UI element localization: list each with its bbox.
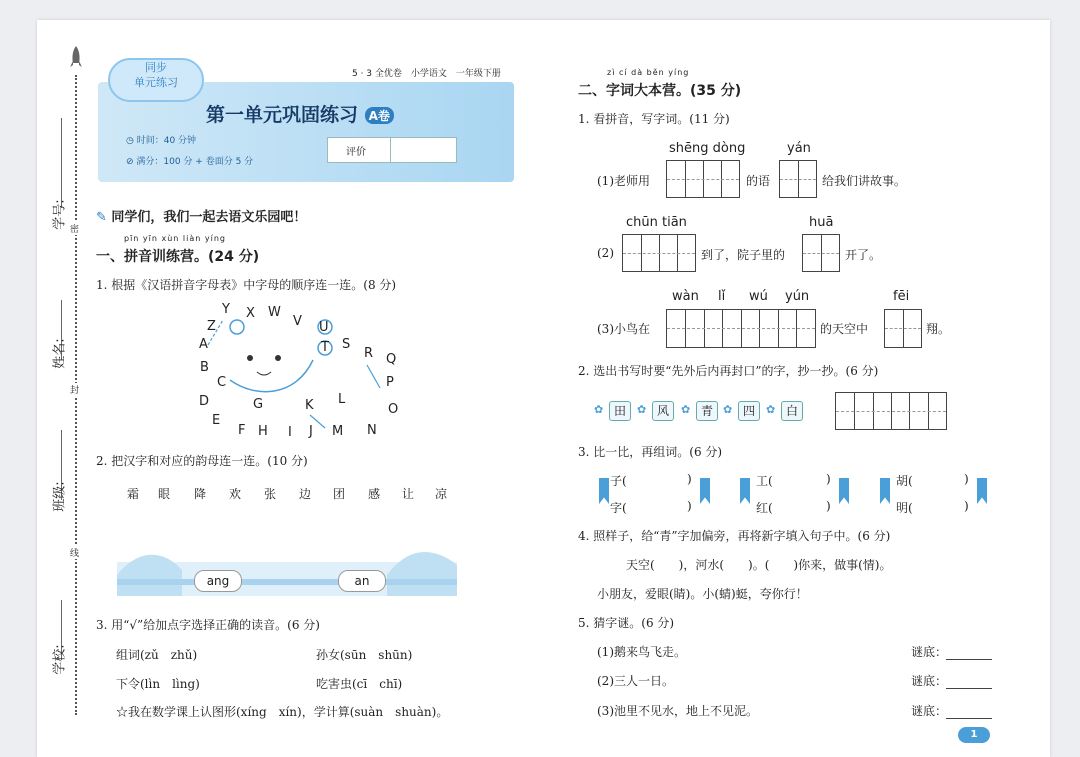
compare-zi-1[interactable]: 子( (610, 474, 627, 488)
flower-icon: ✿ (681, 403, 691, 416)
s2-q2-text: 2. 选出书写时要“先外后内再封口”的字，抄一抄。(6 分) (578, 364, 879, 378)
letter-e: E (212, 413, 221, 428)
flower-icon: ✿ (594, 403, 604, 416)
hanzi-item: 感 (368, 487, 381, 501)
grid-guide (623, 253, 695, 254)
letter-f: F (238, 423, 246, 438)
answer-line-1[interactable] (946, 659, 992, 660)
letter-k: K (305, 398, 314, 413)
hanzi-item: 让 (402, 487, 415, 501)
final-ang[interactable]: ang (194, 570, 242, 592)
flower-icon: ✿ (637, 403, 647, 416)
q1-line2-a: (2) (597, 246, 614, 260)
evaluation-divider (390, 138, 391, 162)
q1-line3-c: 翔。 (926, 322, 951, 336)
write-box-yan[interactable] (779, 160, 817, 198)
sync-cloud-badge (108, 58, 204, 102)
flower-icon: ✿ (766, 403, 776, 416)
letter-x: X (246, 306, 255, 321)
riddle-2: (2)三人一日。 (597, 674, 674, 688)
letter-b: B (200, 360, 209, 375)
pencil-icon: ✎ (96, 210, 112, 225)
close-paren: ) (687, 499, 692, 513)
pinyin-wu: wú (749, 289, 768, 304)
hanzi-item: 眼 (158, 487, 171, 501)
s2-q5-text: 5. 猜字谜。(6 分) (578, 616, 675, 630)
letter-d: D (199, 394, 210, 409)
seal-mark-feng: 封 (70, 383, 79, 396)
grid-guide (836, 411, 946, 412)
close-paren: ) (826, 472, 831, 486)
s2-q3-text: 3. 比一比，再组词。(6 分) (578, 445, 723, 459)
letter-a: A (199, 337, 208, 352)
letter-u: U (319, 320, 329, 335)
letter-r: R (364, 346, 374, 361)
hanzi-item: 边 (299, 487, 312, 501)
q4-sentence-1: 天空( )，河水( )。( )你来，做事(情)。 (626, 558, 892, 572)
q1-line2-c: 开了。 (845, 248, 882, 262)
letter-y: Y (222, 302, 230, 317)
q3-item-1: 组词(zǔ zhǔ) (116, 648, 198, 662)
compare-hu[interactable]: 胡( (896, 474, 913, 488)
letter-g: G (253, 397, 264, 412)
rocket-icon (68, 45, 84, 71)
close-paren: ) (826, 499, 831, 513)
s1-q2-text: 2. 把汉字和对应的韵母连一连。(10 分) (96, 454, 308, 468)
grid-guide (780, 179, 816, 180)
answer-label-2: 谜底： (911, 674, 948, 688)
hanzi-item: 凉 (435, 487, 448, 501)
compare-zi-2[interactable]: 字( (610, 501, 627, 515)
id-line (61, 118, 62, 208)
pinyin-wan: wàn (672, 289, 699, 304)
check-icon: ⊘ (126, 157, 137, 167)
pinyin-shengdong: shēng dòng (669, 141, 746, 156)
q3-item-3: 下令(lìn lìng) (116, 677, 200, 691)
pinyin-yun: yún (785, 289, 810, 304)
section1-pinyin: pīn yīn xùn liàn yíng (124, 234, 226, 243)
grid-guide (803, 253, 839, 254)
compare-ming[interactable]: 明( (896, 501, 913, 515)
seal-mark-mi: 密 (70, 222, 79, 235)
grid-guide (667, 328, 815, 329)
section1-title: 一、拼音训练营。(24 分) (96, 249, 260, 265)
s1-q1-text: 1. 根据《汉语拼音字母表》中字母的顺序连一连。(8 分) (96, 278, 397, 292)
pinyin-hua: huā (809, 215, 834, 230)
q4-sentence-2: 小朋友，爱眼(睛)。小(蜻)蜓，夸你行！ (597, 587, 808, 601)
q1-line1-c: 给我们讲故事。 (822, 174, 907, 188)
write-box-shengdong[interactable] (666, 160, 740, 198)
seal-mark-xian: 线 (70, 546, 79, 559)
write-box-fei[interactable] (884, 309, 922, 348)
riddle-3: (3)池里不见水，地上不见泥。 (597, 704, 758, 718)
q1-line3-b: 的天空中 (820, 322, 869, 336)
letter-o: O (388, 402, 399, 417)
letter-c: C (217, 375, 227, 390)
char-option-si[interactable]: 四 (738, 401, 760, 421)
final-an[interactable]: an (338, 570, 386, 592)
char-option-qing[interactable]: 青 (696, 401, 718, 421)
close-paren: ) (687, 472, 692, 486)
page-number: 1 (958, 727, 990, 743)
close-paren: ) (964, 499, 969, 513)
letter-m: M (332, 424, 344, 439)
q3-item-5: ☆我在数学课上认图形(xíng xín)，学计算(suàn shuàn)。 (116, 705, 449, 719)
compare-gong[interactable]: 工( (756, 474, 773, 488)
char-option-bai[interactable]: 白 (781, 401, 803, 421)
s2-q1-text: 1. 看拼音，写字词。(11 分) (578, 112, 730, 126)
answer-line-2[interactable] (946, 688, 992, 689)
flower-icon: ✿ (723, 403, 733, 416)
char-option-feng[interactable]: 风 (652, 401, 674, 421)
write-box-hua[interactable] (802, 234, 840, 272)
q1-line1-b: 的语 (746, 174, 771, 188)
q3-item-4: 吃害虫(cī chī) (316, 677, 403, 691)
pinyin-fei: fēi (893, 289, 910, 304)
section2-title: 二、字词大本营。(35 分) (578, 83, 742, 99)
student-id-label: 学号: (52, 199, 68, 230)
hanzi-item: 张 (264, 487, 277, 501)
evaluation-box[interactable] (327, 137, 457, 163)
hanzi-item: 欢 (229, 487, 242, 501)
pinyin-li: lǐ (718, 289, 726, 304)
letter-s: S (342, 337, 351, 352)
pinyin-chuntian: chūn tiān (626, 215, 687, 230)
section2-pinyin: zì cí dà běn yíng (607, 68, 690, 77)
letter-i: I (288, 425, 292, 440)
s1-q3-text: 3. 用“√”给加点字选择正确的读音。(6 分) (96, 618, 320, 632)
school-label: 学校: (52, 644, 68, 675)
grid-guide (885, 328, 921, 329)
letter-n: N (367, 423, 377, 438)
write-box-chuntian[interactable] (622, 234, 696, 272)
page-title: 第一单元巩固练习 A卷 (206, 100, 394, 127)
letter-v: V (293, 314, 302, 329)
s2-q4-text: 4. 照样子，给“青”字加偏旁，再将新字填入句子中。(6 分) (578, 529, 891, 543)
hanzi-item: 团 (333, 487, 346, 501)
letter-connect-figure (195, 300, 410, 445)
letter-t: T (321, 340, 329, 355)
score-info: ⊘ 满分：100 分 + 卷面分 5 分 (126, 157, 254, 167)
q3-item-2: 孙女(sūn shūn) (316, 648, 413, 662)
compare-hong[interactable]: 红( (756, 501, 773, 515)
letter-z: Z (207, 319, 216, 334)
q1-line2-b: 到了，院子里的 (701, 248, 786, 262)
hanzi-item: 霜 (127, 487, 140, 501)
time-info: ◷ 时间：40 分钟 (126, 136, 197, 146)
char-option-tian[interactable]: 田 (609, 401, 631, 421)
grid-guide (667, 179, 739, 180)
letter-l: L (338, 392, 346, 407)
letter-h: H (258, 424, 268, 439)
answer-line-3[interactable] (946, 718, 992, 719)
cloud-line-1: 同步 (145, 61, 167, 74)
clock-icon: ◷ (126, 136, 137, 146)
pinyin-yan: yán (787, 141, 811, 156)
copy-answer-box[interactable] (835, 392, 947, 430)
answer-label-3: 谜底： (911, 704, 948, 718)
close-paren: ) (964, 472, 969, 486)
intro-text: ✎ 同学们，我们一起去语文乐园吧！ (96, 210, 307, 225)
evaluation-label: 评价 (346, 147, 366, 158)
q1-line3-a: (3)小鸟在 (597, 322, 650, 336)
version-badge: A卷 (365, 107, 394, 124)
write-box-wanliwuyun[interactable] (666, 309, 816, 348)
riddle-1: (1)鹅来鸟飞走。 (597, 645, 686, 659)
hanzi-item: 降 (194, 487, 207, 501)
q1-line1-a: (1)老师用 (597, 174, 650, 188)
book-series-line: 5 · 3 全优卷 小学语文 一年级下册 (352, 69, 501, 79)
letter-j: J (309, 424, 313, 439)
name-label: 姓名: (52, 338, 68, 369)
letter-p: P (386, 375, 394, 390)
answer-label-1: 谜底： (911, 645, 948, 659)
class-label: 班级: (52, 481, 68, 512)
river-scene (117, 540, 457, 598)
cloud-line-2: 单元练习 (134, 76, 178, 89)
letter-q: Q (386, 352, 397, 367)
letter-w: W (268, 305, 281, 320)
